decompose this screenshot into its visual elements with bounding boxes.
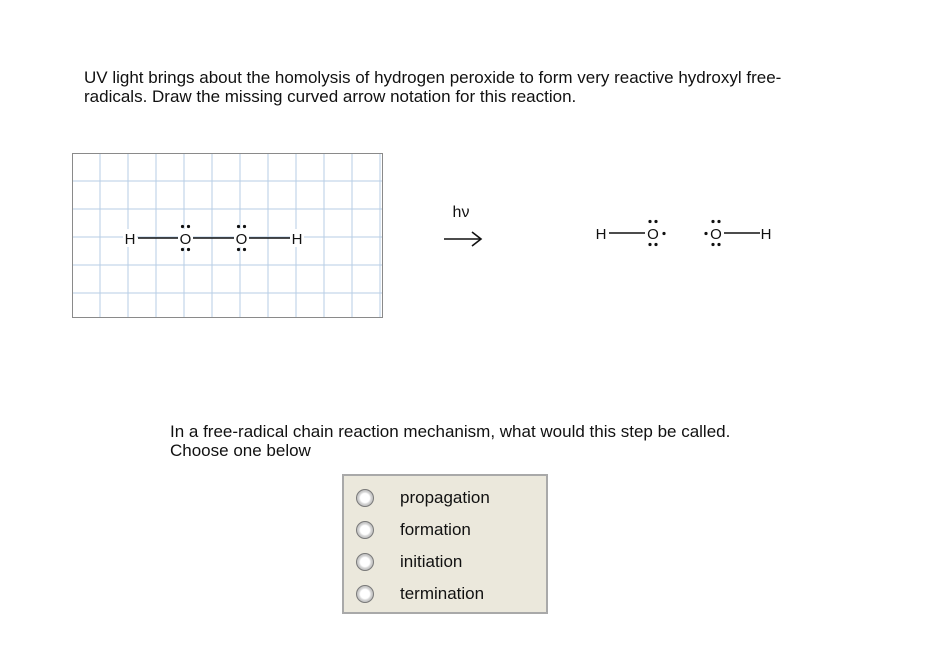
second-question-text xyxy=(170,422,870,460)
second-question-line-2: Choose one below xyxy=(170,441,311,460)
reaction-scheme xyxy=(400,190,820,270)
question-text xyxy=(84,68,914,106)
second-question-line-1: In a free-radical chain reaction mechanism, what would this step be called. xyxy=(170,422,731,441)
reaction-condition: hν xyxy=(452,204,470,221)
choice-initiation[interactable] xyxy=(344,546,546,578)
choice-label: propagation xyxy=(400,488,490,507)
drawing-canvas[interactable] xyxy=(72,153,383,318)
atom-h-right: H xyxy=(291,231,303,248)
atom-o-right: O xyxy=(235,231,248,248)
atom-o-left: O xyxy=(179,231,192,248)
atom-h-left: H xyxy=(124,231,136,248)
choice-group xyxy=(342,474,548,614)
choice-label: initiation xyxy=(400,552,463,571)
question-line-1: UV light brings about the homolysis of hydrogen peroxide to form very reactive hydroxyl free- xyxy=(84,68,782,87)
choice-label: formation xyxy=(400,520,471,539)
product-2-atom-o: O xyxy=(710,226,722,243)
product-1-atom-h: H xyxy=(595,226,607,243)
question-line-2: radicals. Draw the missing curved arrow notation for this reaction. xyxy=(84,87,577,106)
choice-formation[interactable] xyxy=(344,514,546,546)
choice-termination[interactable] xyxy=(344,578,546,610)
radio-button[interactable] xyxy=(356,521,374,539)
radio-button[interactable] xyxy=(356,585,374,603)
product-2-atom-h: H xyxy=(760,226,772,243)
radio-button[interactable] xyxy=(356,553,374,571)
reaction-arrow xyxy=(444,232,481,246)
product-1-atom-o: O xyxy=(647,226,659,243)
choice-propagation[interactable] xyxy=(344,482,546,514)
choice-label: termination xyxy=(400,584,485,603)
radio-button[interactable] xyxy=(356,489,374,507)
